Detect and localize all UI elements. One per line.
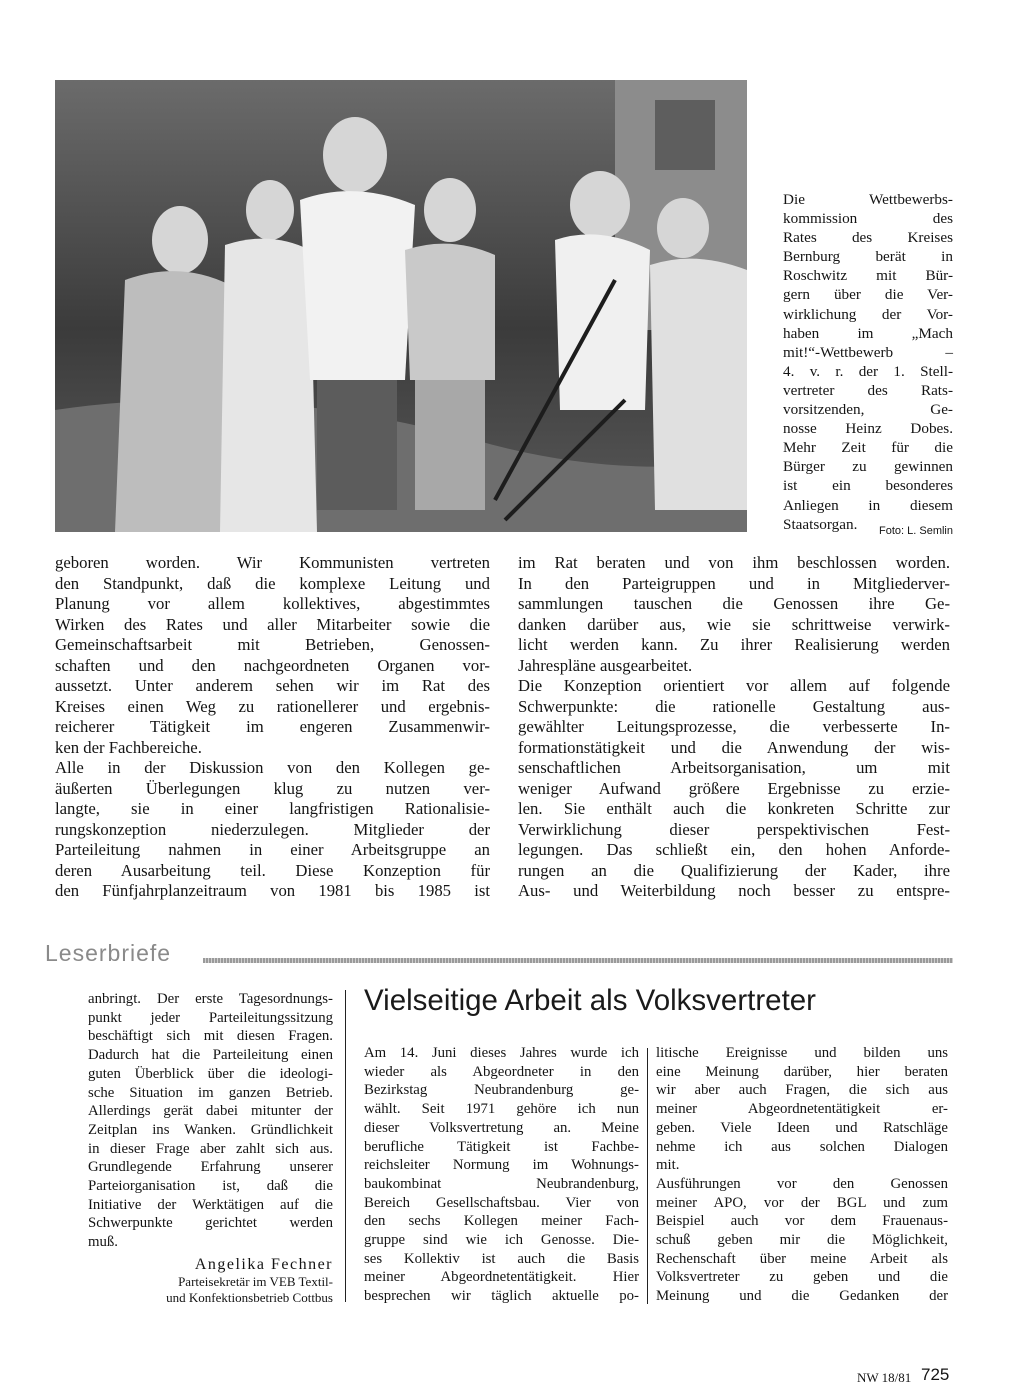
caption-line: ist ein besonderes [783,477,953,495]
caption-line: Mehr Zeit für die [783,439,953,457]
caption-line: vertreter des Rats- [783,381,953,399]
photo-credit: Foto: L. Semlin [879,525,953,537]
text-line: Jahrespläne ausgearbeitet. [518,655,693,675]
caption-line: Staatsorgan. [783,515,858,533]
text-line: len. Sie enthält auch die konkreten Schritte zur [518,799,950,818]
text-line: geboren worden. Wir Kommunisten vertreten [55,553,490,572]
letter-signature [88,1255,333,1306]
text-line: baukombinat Neubrandenburg, [364,1175,639,1192]
text-line: Die Konzeption orientiert vor allem auf folgende [518,676,950,695]
text-line: Rechenschaft über meine Arbeit als [656,1250,948,1267]
text-line: reicherer Tätigkeit im engeren Zusammenwir- [55,717,490,736]
caption-line: Bernburg berät in [783,248,953,266]
text-line: deren Ausarbeitung teil. Diese Konzeption für [55,860,490,880]
text-line: äußerten Überlegungen klug zu nutzen ver- [55,778,490,798]
text-line: Schwerpunkte gerichtet werden [88,1215,333,1232]
section-divider [203,958,953,963]
text-line: In den Parteigruppen und in Mitgliederver- [518,573,950,593]
caption-line: wirklichung der Vor- [783,305,953,323]
caption-line: 4. v. r. der 1. Stell- [783,362,953,380]
text-line: wir aber auch Fragen, die sich aus [656,1082,948,1099]
text-line: Parteileitung nahmen in einer Arbeitsgruppe an [55,840,490,859]
text-line: Grundlegende Erfahrung unserer [88,1159,333,1176]
text-line: gewählter Leitungsprozesse, die verbesserte In- [518,717,950,736]
text-line: Bezirkstag Neubrandenburg ge- [364,1082,639,1099]
author-role-line: Parteisekretär im VEB Textil- [178,1274,333,1289]
text-line: Initiative der Werktätigen auf die [88,1196,333,1213]
section-label: Leserbriefe [45,940,172,966]
author-role-line: und Konfektionsbetrieb Cottbus [166,1290,333,1305]
text-line: Parteiorganisation ist, daß die [88,1178,333,1195]
text-line: Zeitplan ins Wanken. Gründlichkeit [88,1121,333,1138]
caption-line: mit!“-Wettbewerb – [783,343,953,361]
text-line: Kreises einen Weg zu rationellerer und ergebnis- [55,696,490,716]
text-line: litische Ereignisse und bilden uns [656,1045,948,1061]
text-line: Volksvertreter zu geben und die [656,1269,948,1286]
text-line: schaften und den nachgeordneten Organen vor- [55,655,490,675]
caption-line: nosse Heinz Dobes. [783,420,953,438]
text-line: ken der Fachbereiche. [55,737,202,757]
column-divider [647,1048,648,1304]
text-line: mit. [656,1157,680,1174]
text-line: Wirken des Rates und aller Mitarbeiter sowie die [55,614,490,634]
text-line: berufliche Tätigkeit ist Fachbe- [364,1138,639,1155]
text-line: meiner Abgeordnetentätigkeit. Hier [364,1269,639,1286]
text-line: Planung vor allem kollektives, abgestimmtes [55,594,490,613]
text-line: Allerdings gerät dabei mitunter der [88,1103,333,1120]
text-line: rungen an die Qualifizierung der Kader, ihre [518,860,950,880]
text-line: besprechen wir täglich aktuelle po- [364,1288,639,1305]
issue-number: NW 18/81 [857,1370,912,1385]
text-line: dieser Volksvertretung an. Meine [364,1119,639,1136]
text-line: langte, sie in einer langfristigen Rationalisie- [55,799,490,818]
text-line: weniger Aufwand größere Ergebnisse zu erzie- [518,778,950,798]
caption-line: kommission des [783,210,953,228]
text-line: den Fünfjahrplanzeitraum von 1981 bis 1985 ist [55,881,490,900]
text-line: Ausführungen vor den Genossen [656,1175,948,1192]
text-line: Bereich Gesellschaftsbau. Vier von [364,1194,639,1211]
article-column-right [518,553,950,902]
text-line: Am 14. Juni dieses Jahres wurde ich [364,1045,639,1061]
text-line: wählt. Seit 1971 gehöre ich nun [364,1101,639,1118]
caption-line: Rates des Kreises [783,229,953,247]
caption-line: gern über die Ver- [783,286,953,304]
letter-headline: Vielseitige Arbeit als Volksvertreter [364,984,817,1017]
letter-column-2 [364,1044,639,1306]
text-line: Aus- und Weiterbildung noch besser zu entspre- [518,881,950,900]
text-line: meiner Abgeordnetentätigkeit er- [656,1101,948,1118]
text-line: schuß geben mir die Möglichkeit, [656,1232,948,1249]
text-line: den Standpunkt, daß die komplexe Leitung und [55,573,490,593]
text-line: sammlungen tauschen die Genossen ihre Ge- [518,594,950,613]
text-line: den sechs Kollegen meiner Fach- [364,1213,639,1230]
text-line: ses Kollektiv ist auch die Basis [364,1250,639,1267]
caption-line: Roschwitz mit Bür- [783,267,953,285]
text-line: reichsleiter Normung im Wohnungs- [364,1157,639,1174]
text-line: Dadurch hat die Parteileitung einen [88,1047,333,1064]
article-photo [55,80,747,532]
text-line: punkt jeder Parteileitungssitzung [88,1009,333,1026]
text-line: gruppe sind wie ich Genosse. Die- [364,1232,639,1249]
caption-line: Anliegen in diesem [783,496,953,514]
text-line: Schwerpunkte: die rationelle Gestaltung aus- [518,696,950,716]
text-line: meiner APO, vor der BGL und zum [656,1194,948,1211]
text-line: guten Überblick über die ideologi- [88,1065,333,1082]
letter-column-1 [88,990,333,1252]
page-number: 725 [921,1365,950,1384]
text-line: senschaftlichen Arbeitsorganisation, um mit [518,758,950,777]
author-name: Angelika Fechner [194,1256,333,1273]
photo-caption [783,190,953,534]
caption-line: vorsitzenden, Ge- [783,401,953,419]
text-line: Gemeinschaftsarbeit mit Betrieben, Genossen- [55,635,490,654]
text-line: eine Meinung darüber, hier beraten [656,1063,948,1080]
text-line: beschäftigt sich mit diesen Fragen. [88,1028,333,1045]
caption-line: Bürger zu gewinnen [783,458,953,476]
text-line: danken darüber aus, wie sie schrittweise verwirk- [518,614,950,634]
article-column-left [55,553,490,902]
text-line: nehme ich aus solchen Dialogen [656,1138,948,1155]
photo-group-icon [55,80,747,532]
text-line: wieder als Abgeordneter in den [364,1063,639,1080]
text-line: im Rat beraten und von ihm beschlossen worden. [518,553,950,572]
text-line: Verwirklichung dieser perspektivischen Fest- [518,819,950,839]
text-line: rungskonzeption niederzulegen. Mitglieder der [55,819,490,839]
text-line: Alle in der Diskussion von den Kollegen ge- [55,758,490,777]
caption-line: haben im „Mach [783,324,953,342]
text-line: aussetzt. Unter anderem sehen wir im Rat des [55,676,490,695]
text-line: licht werden kann. Zu ihrer Realisierung werden [518,635,950,654]
text-line: Meinung und die Gedanken der [656,1288,948,1305]
letter-column-3 [656,1044,948,1306]
caption-line: Die Wettbewerbs- [783,191,953,208]
text-line: sche Situation im ganzen Betrieb. [88,1084,333,1101]
column-divider [345,990,346,1302]
text-line: muß. [88,1234,119,1251]
text-line: anbringt. Der erste Tagesordnungs- [88,991,333,1007]
text-line: in dieser Frage aber zahlt sich aus. [88,1140,333,1157]
text-line: legungen. Das schließt ein, den hohen Anforde- [518,840,950,859]
text-line: formationstätigkeit und die Anwendung der wis- [518,737,950,757]
text-line: geben. Viele Ideen und Ratschläge [656,1119,948,1136]
text-line: Beispiel auch vor dem Frauenaus- [656,1213,948,1230]
